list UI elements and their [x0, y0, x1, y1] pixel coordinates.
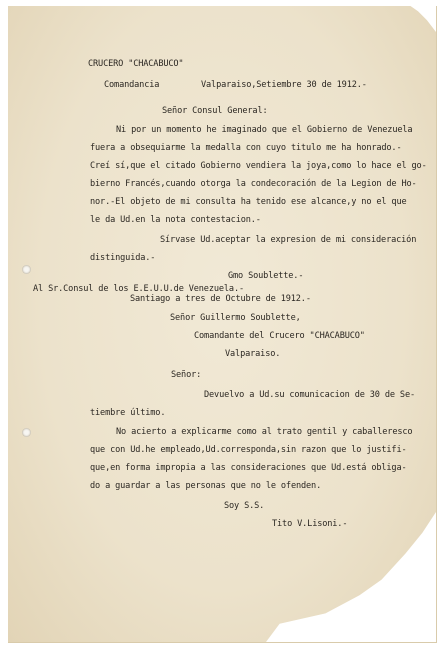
place-date: Valparaiso,Setiembre 30 de 1912.- [201, 80, 367, 90]
ship-name: CRUCERO "CHACABUCO" [88, 59, 184, 69]
body-line: que,en forma impropia a las consideraciones que Ud.está obliga- [90, 463, 407, 473]
closing-line: distinguida.- [90, 253, 156, 263]
closing-line: Soy S.S. [224, 501, 265, 511]
body-line: Devuelvo a Ud.su comunicacion de 30 de Se- [204, 390, 416, 400]
office-title: Comandancia [104, 80, 160, 90]
place-date: Santiago a tres de Octubre de 1912.- [130, 294, 311, 304]
body-line: nor.-El objeto de mi consulta ha tenido ese alcance,y no el que [90, 197, 407, 207]
letter-sheet [8, 6, 437, 643]
body-line: le da Ud.en la nota contestacion.- [90, 215, 261, 225]
body-line: fuera a obsequiarme la medalla con cuyo titulo me ha honrado.- [90, 143, 402, 153]
body-line: bierno Francés,cuando otorga la condecoración de la Legion de Ho- [90, 179, 417, 189]
signature: Gmo Soublette.- [228, 271, 304, 281]
closing-line: Sírvase Ud.aceptar la expresion de mi consideración [160, 235, 417, 245]
salutation: Señor Consul General: [162, 106, 268, 116]
signature: Tito V.Lisoni.- [272, 519, 348, 529]
body-line: Ni por un momento he imaginado que el Gobierno de Venezuela [116, 125, 413, 135]
addressee-line: Señor Guillermo Soublette, [170, 313, 301, 323]
body-line: do a guardar a las personas que no le ofenden. [90, 481, 322, 491]
punch-hole [22, 265, 31, 274]
body-line: tiembre último. [90, 408, 166, 418]
addressee-line: Comandante del Crucero "CHACABUCO" [194, 331, 365, 341]
body-line: que con Ud.he empleado,Ud.corresponda,sin razon que lo justifi- [90, 445, 407, 455]
salutation: Señor: [171, 370, 202, 380]
addressee-line: Valparaiso. [225, 349, 281, 359]
punch-hole [22, 428, 31, 437]
addressee: Al Sr.Consul de los E.E.U.U.de Venezuela.- [33, 284, 245, 294]
body-line: Creí sí,que el citado Gobierno vendiera la joya,como lo hace el go- [90, 161, 427, 171]
body-line: No acierto a explicarme como al trato gentil y caballeresco [116, 427, 413, 437]
